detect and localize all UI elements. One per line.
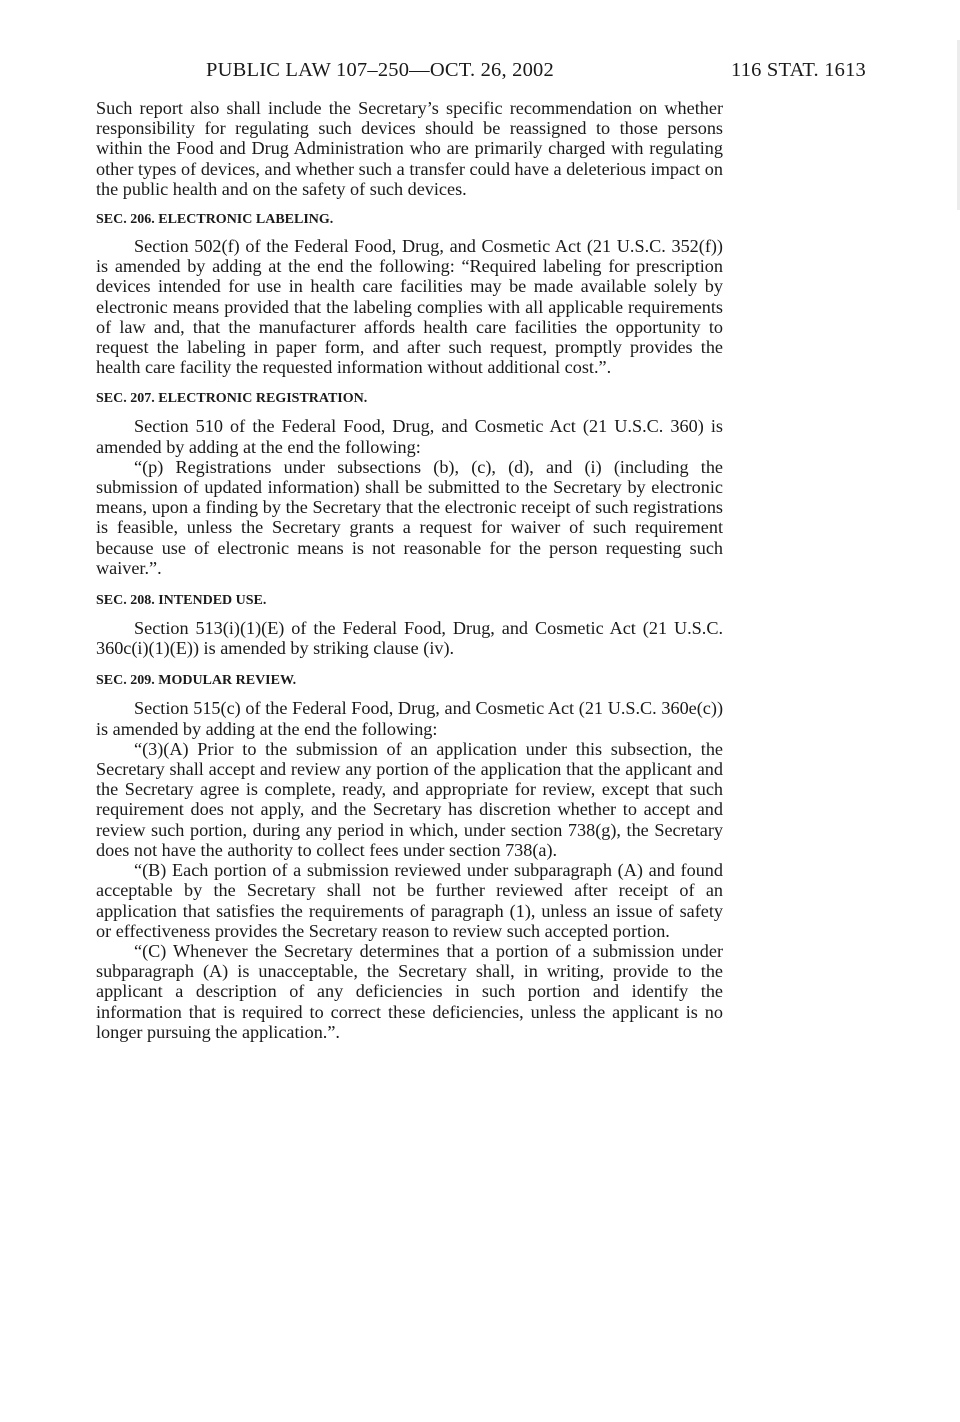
stat-page-number: 116 STAT. 1613 [731,59,866,81]
section-206-paragraph: Section 502(f) of the Federal Food, Drug, and Cosmetic Act (21 U.S.C. 352(f)) is amended by adding at the end the following: “Required labeling for prescription devices intended for use in health care facilities may be made available solely by electronic means provided that the labeling complies with all applicable requirements of law and, that the manufacturer affords health care facilities the opportunity to request the labeling in paper form, and after such request, promptly provides the health care facility the requested information without additional cost.”. [96,236,723,378]
section-207-heading: SEC. 207. ELECTRONIC REGISTRATION. [96,391,368,407]
section-209-quote-b: “(B) Each portion of a submission reviewed under subparagraph (A) and found acceptable by the Secretary shall not be further reviewed after receipt of an application that satisfies the requirements of paragraph (1), unless an issue of safety or effectiveness provides the Secretary reason to review such accepted portion. [96,860,723,941]
running-header [96,59,866,85]
section-209-quote-a: “(3)(A) Prior to the submission of an application under this subsection, the Secretary shall accept and review any portion of the application that the applicant and the Secretary agree is complete, ready, and appropriate for review, except that such requirement does not apply, and the Secretary has discretion whether to accept and review such portion, during any period in which, under section 738(g), the Secretary does not have the authority to collect fees under section 738(a). [96,738,723,860]
section-208-heading: SEC. 208. INTENDED USE. [96,593,267,609]
law-title: PUBLIC LAW 107–250—OCT. 26, 2002 [206,59,554,81]
section-208-paragraph: Section 513(i)(1)(E) of the Federal Food, Drug, and Cosmetic Act (21 U.S.C. 360c(i)(1)(E)) is amended by striking clause (iv). [96,618,723,659]
section-207-paragraph: Section 510 of the Federal Food, Drug, and Cosmetic Act (21 U.S.C. 360) is amended by adding at the end the following: [96,416,723,457]
section-209-heading: SEC. 209. MODULAR REVIEW. [96,673,297,689]
section-206-heading: SEC. 206. ELECTRONIC LABELING. [96,212,334,228]
section-209-quote-c: “(C) Whenever the Secretary determines that a portion of a submission under subparagraph (A) is unacceptable, the Secretary shall, in writing, provide to the applicant a description of any deficiencies in such portion and identify the information that is required to correct these deficiencies, unless the applicant is no longer pursuing the application.”. [96,940,723,1042]
section-207-quote: “(p) Registrations under subsections (b), (c), (d), and (i) (including the submission of updated information) shall be submitted to the Secretary by electronic means, upon a finding by the Secretary that the electronic receipt of such registrations is feasible, unless the Secretary grants a request for waiver of such requirement because use of electronic means is not reasonable for the person requesting such waiver.”. [96,456,723,578]
intro-paragraph: Such report also shall include the Secretary’s specific recommendation on whether responsibility for regulating such devices should be reassigned to those persons within the Food and Drug Administration who are primarily charged with regulating other types of devices, and whether such a transfer could have a deleterious impact on the public health and on the safety of such devices. [96,98,723,199]
section-209-paragraph: Section 515(c) of the Federal Food, Drug, and Cosmetic Act (21 U.S.C. 360e(c)) is amended by adding at the end the following: [96,698,723,739]
document-body [96,98,723,1042]
